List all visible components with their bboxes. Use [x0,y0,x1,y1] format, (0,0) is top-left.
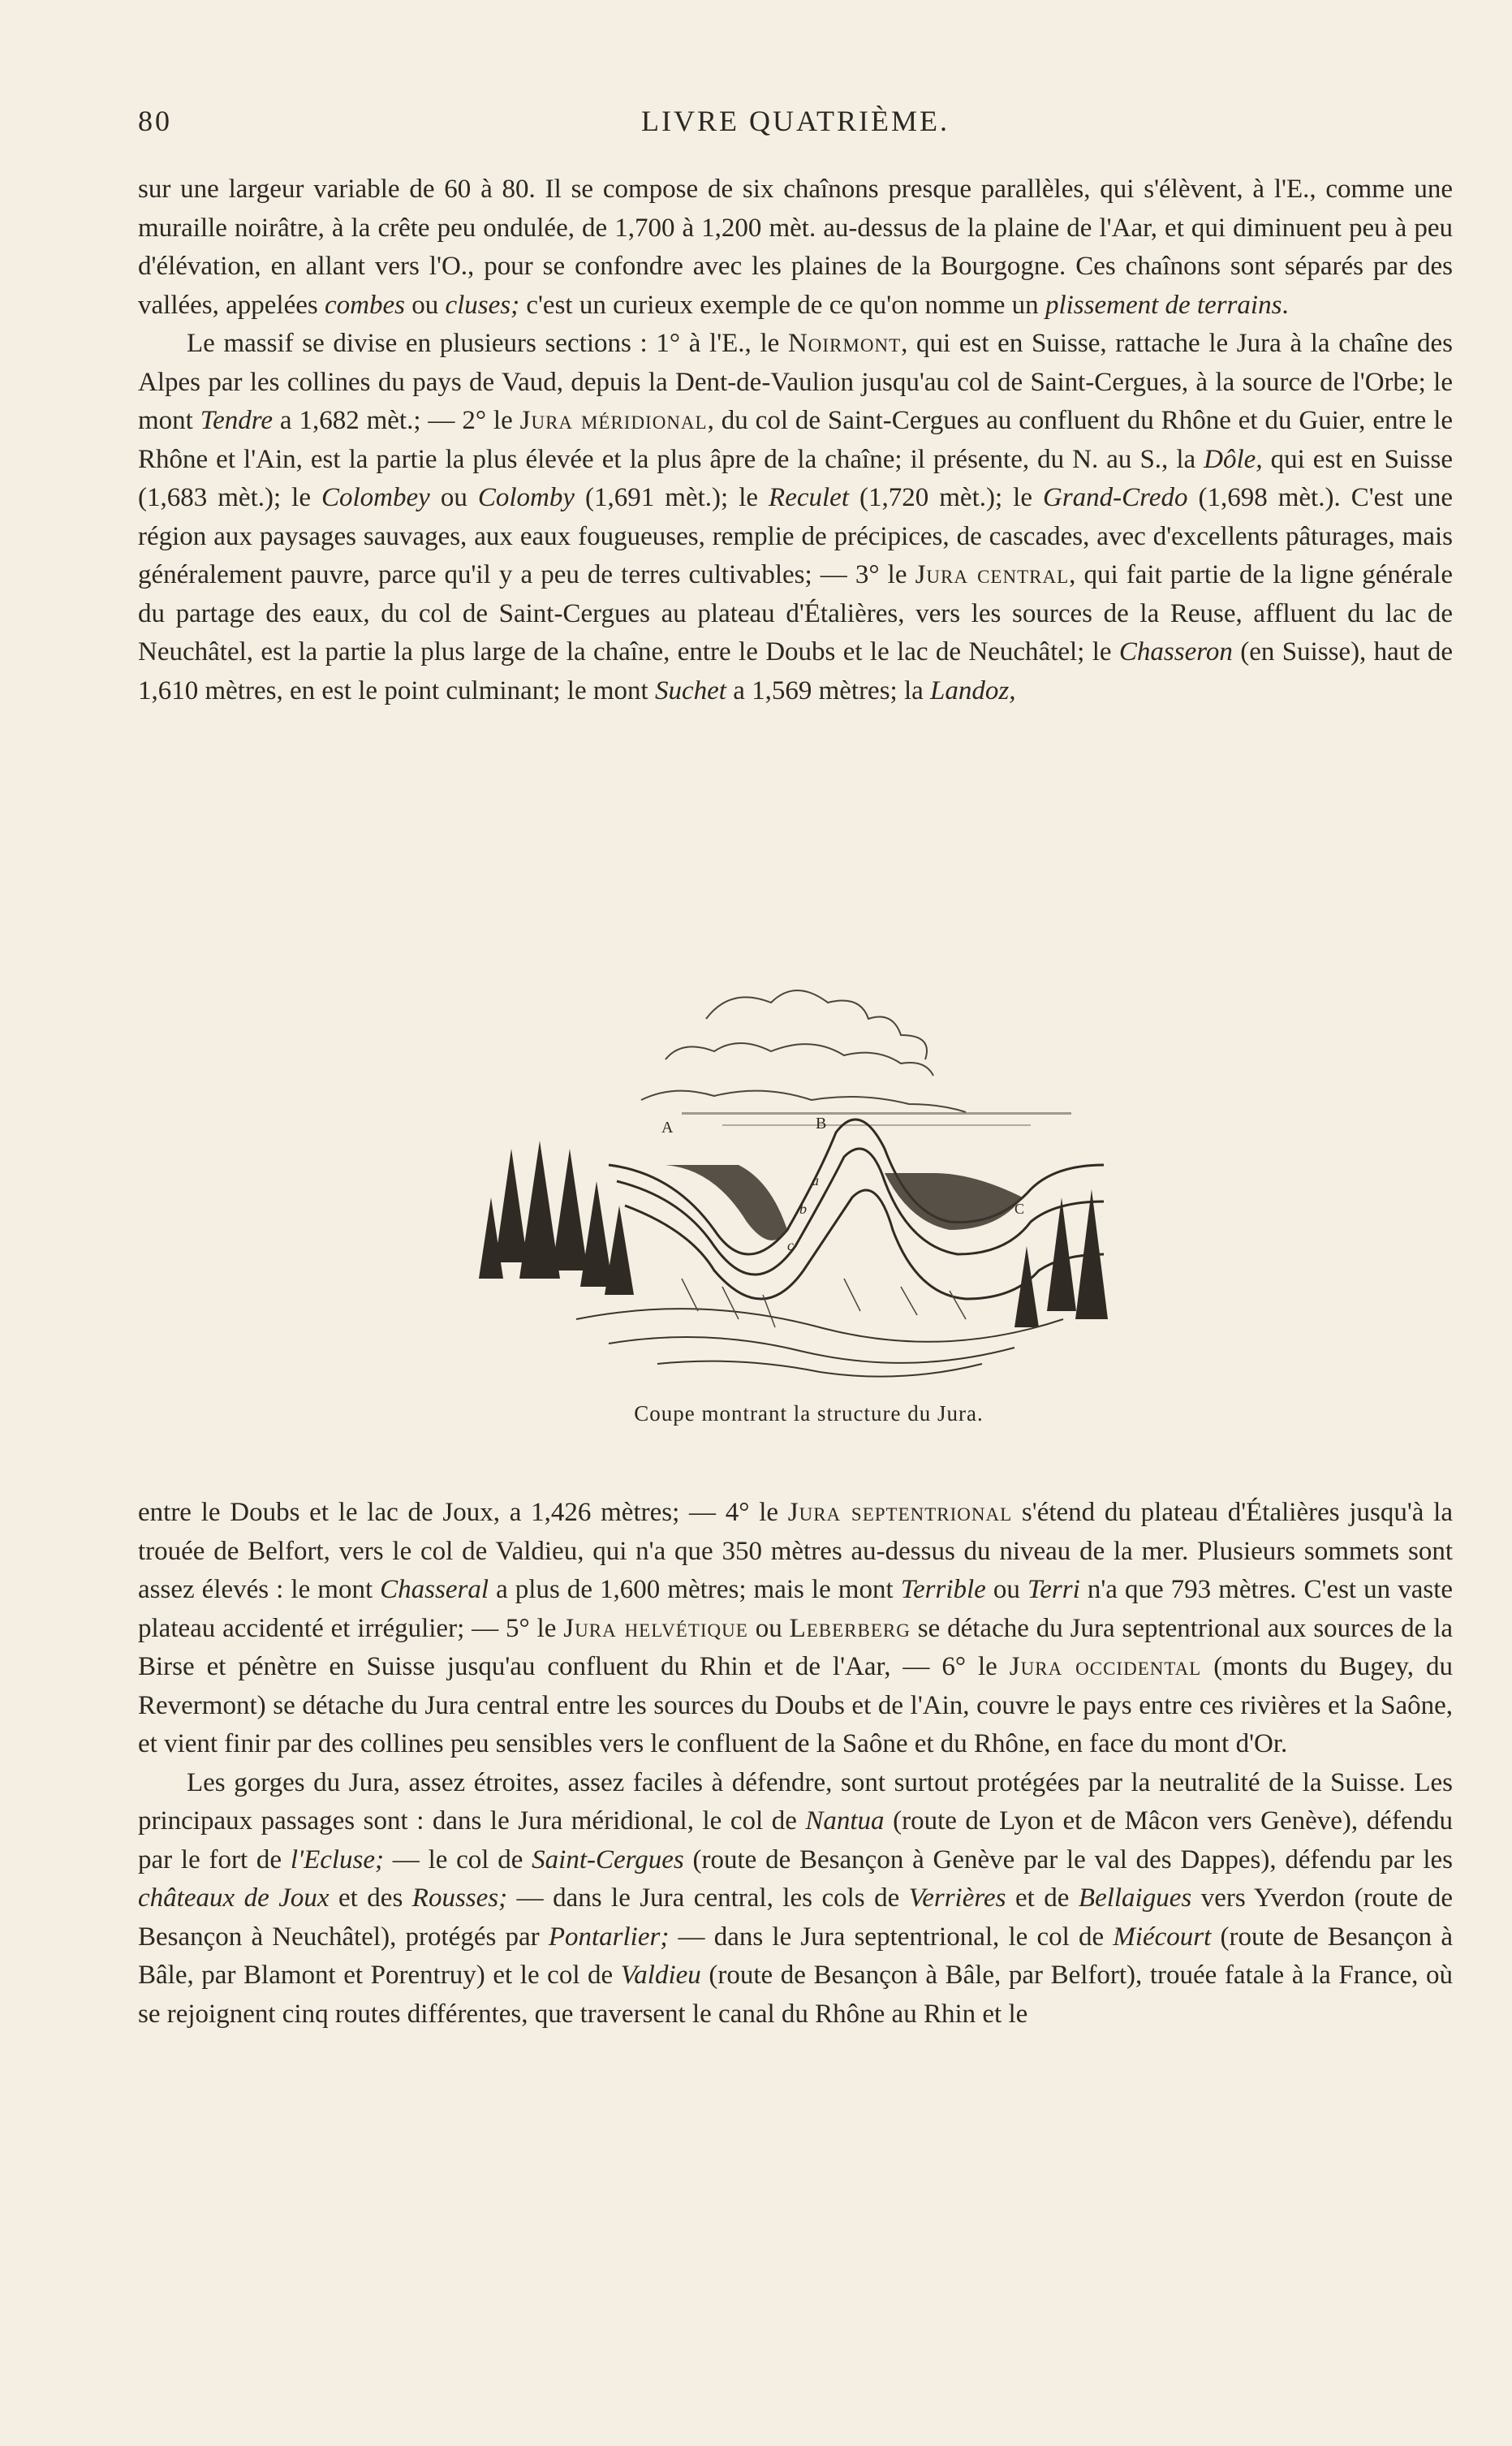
text-block-top [138,170,1453,710]
foreground-ground [576,1309,1063,1376]
running-title: LIVRE QUATRIÈME. [641,105,950,137]
label-A: A [661,1119,674,1137]
forest-left [479,1141,634,1295]
text-block-bottom [138,1494,1453,2034]
figure-caption [0,1401,1512,1426]
valley-shading [666,1165,1023,1240]
running-header [138,104,1453,145]
ground-hatching [682,1279,966,1327]
paragraph-continuation: sur une largeur variable de 60 à 80. Il se compose de six chaînons presque parallèles, qui s'élèvent, à l'E., comme une muraille noirâtre, à la crête peu ondulée, de 1,700 à 1,200 mèt. au-dessus de la plaine de l'Aar, et qui diminuent peu à peu d'élévation, en allant vers l'O., pour se confondre avec les plaines de la Bourgogne. Ces chaînons sont séparés par des vallées, appelées combes ou cluses; c'est un curieux exemple de ce qu'on nomme un plissement de terrains. [138,175,1453,320]
page-number: 80 [138,105,172,137]
clouds [641,990,966,1112]
label-B: B [816,1115,827,1132]
forest-right [1014,1189,1108,1327]
label-C: C [1014,1201,1025,1217]
paragraph-northern-jura: entre le Doubs et le lac de Joux, a 1,426 mètres; — 4° le Jura septentrional s'étend du plateau d'Étalières jusqu'à la trouée de Belfort, vers le col de Valdieu, qui n'a que 350 mètres au-dessus du niveau de la mer. Plusieurs sommets sont assez élevés : le mont Chasseral a plus de 1,600 mètres; mais le mont Terrible ou Terri n'a que 793 mètres. C'est un vaste plateau accidenté et irrégulier; — 5° le Jura helvétique ou Leberberg se détache du Jura septentrional aux sources de la Birse et pénètre en Suisse jusqu'au confluent du Rhin et de l'Aar, — 6° le Jura occidental (monts du Bugey, du Revermont) se détache du Jura central entre les sources du Doubs et de l'Ain, couvre le pays entre ces rivières et la Saône, et vient finir par des collines peu sensibles vers le confluent de la Saône et du Rhône, en face du mont d'Or. [138,1498,1454,1758]
jura-cross-section-illustration [479,970,1112,1392]
figure-caption-text: Coupe montrant la structure du Jura. [634,1401,984,1426]
label-c: c [787,1237,794,1253]
label-b: b [799,1201,807,1217]
paragraph-gorges: Les gorges du Jura, assez étroites, assez faciles à défendre, sont surtout protégées par la neutralité de la Suisse. Les principaux passages sont : dans le Jura méridional, le col de Nantua (route de Lyon et de Mâcon vers Genève), défendu par le fort de l'Ecluse; — le col de Saint-Cergues (route de Besançon à Genève par le val des Dappes), défendu par les châteaux de Joux et des Rousses; — dans le Jura central, les cols de Verrières et de Bellaigues vers Yverdon (route de Besançon à Neuchâtel), protégés par Pontarlier; — dans le Jura septentrional, le col de Miécourt (route de Besançon à Bâle, par Blamont et Porentruy) et le col de Valdieu (route de Besançon à Bâle, par Belfort), trouée fatale à la France, où se rejoignent cinq routes différentes, que traversent le canal du Rhône au Rhin et le [138,1767,1454,2029]
cloud-shading [682,1112,1071,1126]
label-a: a [812,1172,819,1188]
paragraph-sections: Le massif se divise en plusieurs sections : 1° à l'E., le Noirmont, qui est en Suisse, rattache le Jura à la chaîne des Alpes par les collines du pays de Vaud, depuis la Dent-de-Vaulion jusqu'au col de Saint-Cergues, à la source de l'Orbe; le mont Tendre a 1,682 mèt.; — 2° le Jura méridional, du col de Saint-Cergues au confluent du Rhône et du Guier, entre le Rhône et l'Ain, est la partie la plus élevée et la plus âpre de la chaîne; il présente, du N. au S., la Dôle, qui est en Suisse (1,683 mèt.); le Colombey ou Colomby (1,691 mèt.); le Reculet (1,720 mèt.); le Grand-Credo (1,698 mèt.). C'est une région aux paysages sauvages, aux eaux fougueuses, remplie de précipices, de cascades, avec d'excellents pâturages, mais généralement pauvre, parce qu'il y a peu de terres cultivables; — 3° le Jura central, qui fait partie de la ligne générale du partage des eaux, du col de Saint-Cergues au plateau d'Étalières, vers les sources de la Reuse, affluent du lac de Neuchâtel, est la partie la plus large de la chaîne, entre le Doubs et le lac de Neuchâtel; le Chasseron (en Suisse), haut de 1,610 mètres, en est le point culminant; le mont Suchet a 1,569 mètres; la Landoz, [138,329,1454,705]
